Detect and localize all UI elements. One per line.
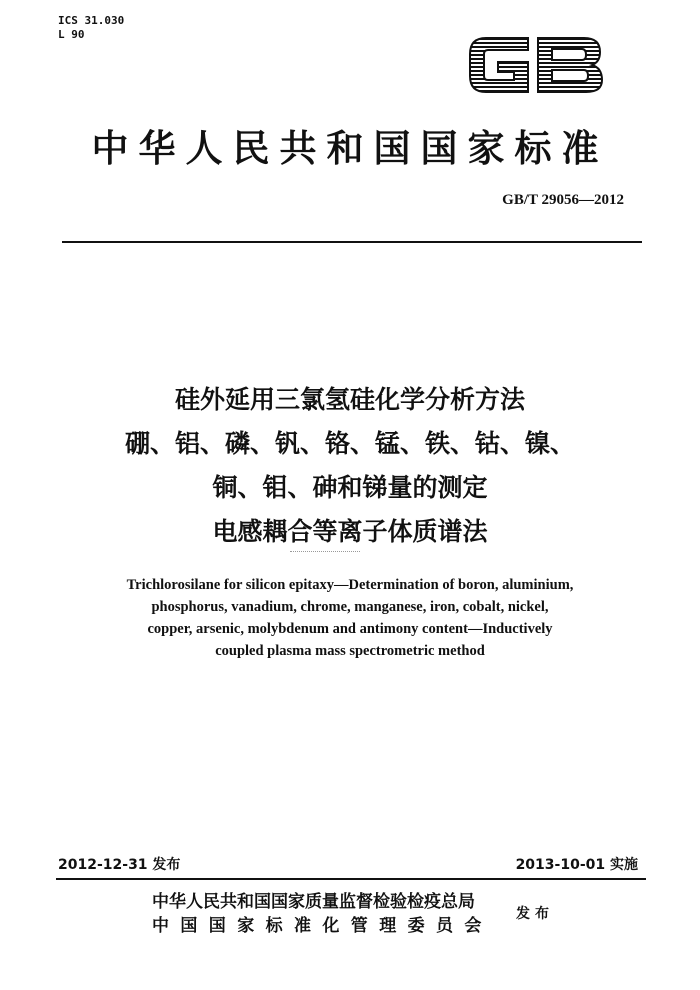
issue-date: 2012-12-31 发布 <box>58 857 181 873</box>
title-en-line: copper, arsenic, molybdenum and antimony content—Inductively <box>147 621 553 637</box>
title-en-line: coupled plasma mass spectrometric method <box>215 643 485 659</box>
footer-divider <box>56 878 646 880</box>
title-english <box>70 574 630 662</box>
ccs-code: L 90 <box>58 28 85 41</box>
publish-label: 发布 <box>516 906 554 922</box>
title-cn-line: 硼、铝、磷、钒、铬、锰、铁、钴、镍、 <box>124 429 575 458</box>
standard-code: GB/T 29056—2012 <box>502 192 624 208</box>
issuer-line: 中国国家标准化管理委员会 <box>152 916 493 936</box>
title-cn-line: 铜、钼、砷和锑量的测定 <box>212 473 488 502</box>
implementation-date: 2013-10-01 实施 <box>515 857 638 873</box>
title-chinese <box>0 378 700 554</box>
header-divider <box>62 241 642 243</box>
decorative-dots <box>290 551 360 554</box>
gb-logo-icon <box>464 30 606 100</box>
issuing-authorities <box>152 890 512 938</box>
issuer-line: 中华人民共和国国家质量监督检验检疫总局 <box>152 892 475 912</box>
title-cn-line: 硅外延用三氯氢硅化学分析方法 <box>174 385 525 414</box>
ics-code: ICS 31.030 <box>58 14 125 27</box>
classification-codes <box>58 14 124 42</box>
title-en-line: Trichlorosilane for silicon epitaxy—Determination of boron, aluminium, <box>126 577 574 593</box>
title-en-line: phosphorus, vanadium, chrome, manganese, iron, cobalt, nickel, <box>151 599 549 615</box>
title-cn-line: 电感耦合等离子体质谱法 <box>212 517 488 546</box>
issuing-body-title: 中华人民共和国国家标准 <box>91 126 609 170</box>
